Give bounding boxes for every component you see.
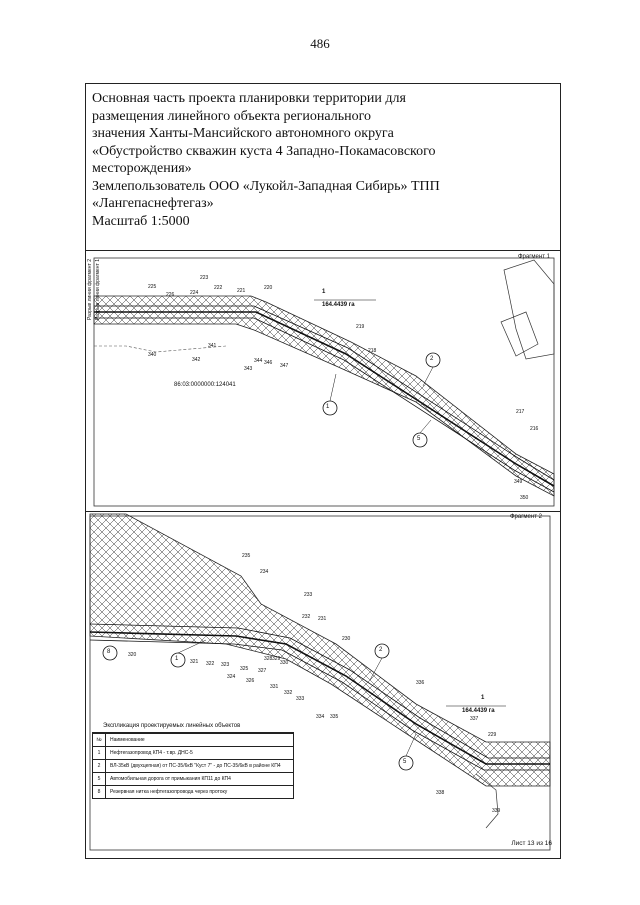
table-row [93,772,293,785]
point-label: 325 [240,666,249,672]
point-label: 321 [190,659,199,665]
map-sheet-frame [85,83,561,859]
point-label: 324 [227,674,236,680]
title-line: Землепользователь ООО «Лукойл-Западная Сибирь» ТПП [92,178,440,194]
point-label: 222 [214,285,223,291]
point-label: 225 [148,284,157,290]
point-label: 344 [254,358,263,364]
row-number: 1 [93,747,106,759]
table-row [93,759,293,772]
boundary-label: Разрыв линии фрагмент 2 [87,259,93,320]
point-label: 331 [270,684,279,690]
title-line: Масштаб 1:5000 [92,213,190,229]
row-name: Нефтегазопровод КП4 - т.вр. ДНС-5 [110,750,193,756]
title-line: Основная часть проекта планировки территории для [92,91,406,106]
point-label: 349 [514,479,523,485]
header-number: № [93,734,106,746]
point-label: 336 [416,680,425,686]
corridor-hatch [94,296,554,496]
point-label: 338 [436,790,445,796]
point-label: 232 [302,614,311,620]
title-line: значения Ханты-Мансийского автономного округа [92,126,394,141]
title-line: месторождения» [92,161,192,176]
table-header-row [93,733,293,746]
point-label: 223 [200,275,209,281]
point-label: 347 [280,363,289,369]
title-line: «Лангепаснефтегаз» [92,196,214,211]
area-number: 1 [481,695,485,701]
area-number: 1 [322,289,326,295]
page-number: 486 [310,36,330,51]
row-name: Автомобильная дорога от примыкания КП11 до КП4 [110,776,231,782]
title-line: размещения линейного объекта регионального [92,108,371,124]
point-label: 323 [221,662,230,668]
point-label: 234 [260,569,269,575]
point-label: 330 [280,660,289,666]
point-label: 220 [264,285,273,291]
point-label: 231 [318,616,327,622]
explication-caption: Экспликация проектируемых линейных объектов [103,723,241,729]
point-label: 326 [246,678,255,684]
point-label: 342 [192,357,201,363]
fragment-1-label: Фрагмент 1 [518,254,550,260]
point-label: 216 [530,426,539,432]
point-label: 229 [488,732,497,738]
point-label: 350 [520,495,529,501]
row-number: 8 [93,786,106,798]
circle-label: 2 [379,647,383,653]
point-label: 343 [244,366,253,372]
fragment-1-drawing [94,258,554,506]
point-label: 334 [316,714,325,720]
point-label: 327 [258,668,267,674]
row-number: 2 [93,760,106,772]
point-label: 339 [492,808,501,814]
point-label: 219 [356,324,365,330]
header-name: Наименование [110,737,145,743]
point-label: 337 [470,716,479,722]
point-label: 340 [148,352,157,358]
circle-label: 5 [417,436,421,442]
point-label: 332 [284,690,293,696]
point-label: 230 [342,636,351,642]
point-label: 235 [242,553,251,559]
point-label: 329 [272,656,281,662]
point-label: 226 [166,292,175,298]
boundary-label: Разрыв линии фрагмент 1 [95,259,101,320]
point-label: 233 [304,592,313,598]
fragment-2-drawing [90,514,550,850]
row-number: 5 [93,773,106,785]
point-label: 320 [128,652,137,658]
cadastral-number: 86:03:0000000:124041 [174,382,236,388]
point-label: 328 [264,656,273,662]
table-row [93,746,293,759]
point-label: 224 [190,290,199,296]
circle-label: 1 [326,404,330,410]
area-value: 164.4439 га [322,302,355,308]
point-label: 218 [368,348,377,354]
circle-label: 2 [430,356,434,362]
point-label: 346 [264,360,273,366]
row-name: ВЛ-35кВ (двухцепная) от ПС-35/6кВ "Куст 7" - до ПС-35/6кВ в районе КП4 [110,763,281,769]
point-label: 335 [330,714,339,720]
point-label: 221 [237,288,246,294]
point-label: 217 [516,409,525,415]
area-value: 164.4439 га [462,708,495,714]
sheet-number: Лист 13 из 16 [511,840,552,847]
point-label: 333 [296,696,305,702]
point-label: 322 [206,661,215,667]
point-label: 341 [208,343,217,349]
circle-label: 1 [175,656,179,662]
table-row [93,785,293,798]
explication-table [92,723,294,799]
row-name: Резервная нитка нефтегазопровода через протоку [110,789,228,795]
fragment-2-label: Фрагмент 2 [510,514,542,520]
circle-label: 8 [107,649,111,655]
circle-label: 5 [403,759,407,765]
title-line: «Обустройство скважин куста 4 Западно-Покамасовского [92,143,436,159]
